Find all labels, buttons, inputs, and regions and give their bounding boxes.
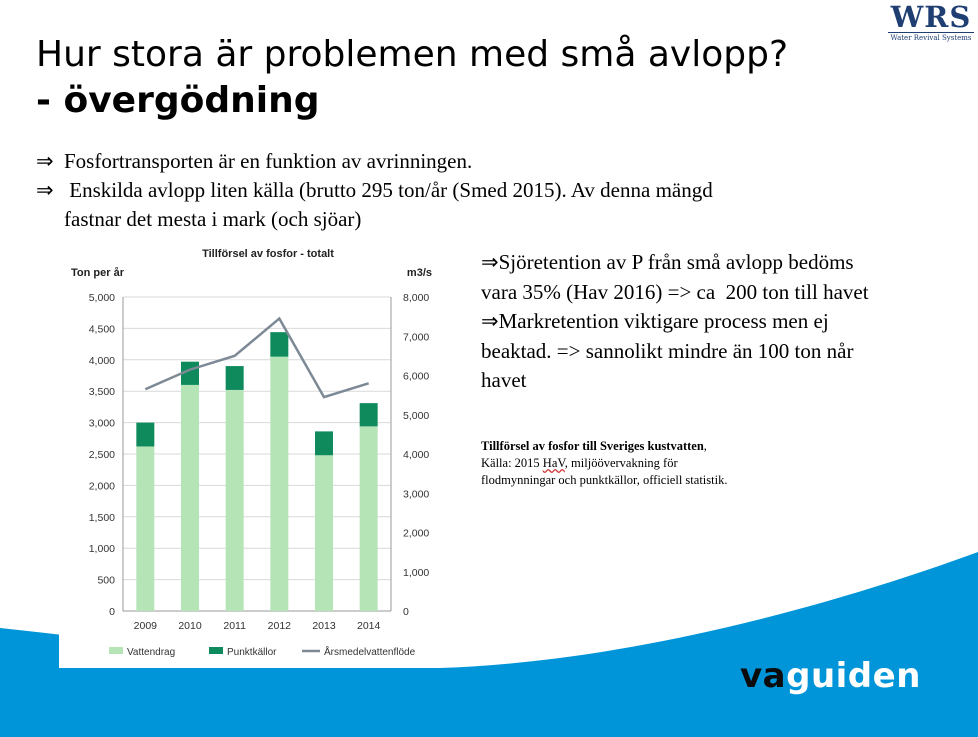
bar-vattendrag <box>226 390 244 611</box>
wrs-logo-subtext: Water Revival Systems <box>888 32 974 42</box>
retention-line: vara 35% (Hav 2016) => ca 200 ton till havet <box>481 279 869 304</box>
bar-vattendrag <box>360 426 378 611</box>
bar-punktkallor <box>136 423 154 447</box>
left-tick-label: 5,000 <box>88 292 115 304</box>
brand-va: va <box>740 656 787 696</box>
slide-title: Hur stora är problemen med små avlopp? <box>36 34 789 75</box>
bar-vattendrag <box>315 455 333 611</box>
legend-label: Årsmedelvattenflöde <box>324 647 416 658</box>
x-tick-label: 2009 <box>133 620 158 632</box>
slide-subtitle: - övergödning <box>36 80 320 121</box>
x-tick-label: 2014 <box>356 620 381 632</box>
bar-vattendrag <box>136 446 154 611</box>
source-hav: HaV <box>542 456 565 470</box>
bullet-continuation: fastnar det mesta i mark (och sjöar) <box>64 207 362 231</box>
phosphorus-chart <box>59 240 439 668</box>
source-title: Tillförsel av fosfor till Sveriges kustvatten <box>481 439 704 453</box>
chart-title: Tillförsel av fosfor - totalt <box>202 248 334 260</box>
bullet-item <box>36 147 713 176</box>
left-tick-label: 2,500 <box>88 449 115 461</box>
legend-swatch-vattendrag <box>109 647 123 654</box>
left-tick-label: 1,000 <box>88 543 115 556</box>
x-tick-label: 2010 <box>178 620 202 632</box>
source-rest: , miljöövervakning för <box>564 456 678 470</box>
left-tick-label: 2,000 <box>88 480 115 493</box>
retention-line: ⇒Markretention viktigare process men ej <box>481 309 829 333</box>
left-tick-label: 500 <box>97 574 115 587</box>
left-tick-label: 3,500 <box>88 386 115 399</box>
right-tick-label: 7,000 <box>403 331 430 344</box>
wrs-logo <box>888 2 974 42</box>
right-tick-label: 8,000 <box>403 292 430 304</box>
right-tick-label: 1,000 <box>403 566 430 579</box>
retention-line: ⇒Sjöretention av P från små avlopp bedöms <box>481 250 854 274</box>
source-citation <box>481 438 727 489</box>
right-tick-label: 3,000 <box>403 488 430 501</box>
retention-line: beaktad. => sannolikt mindre än 100 ton når <box>481 338 854 363</box>
bullet-list <box>36 147 713 234</box>
bullet-text: Fosfortransporten är en funktion av avrinningen. <box>64 149 473 173</box>
source-comma: , <box>703 439 707 453</box>
left-tick-label: 3,000 <box>88 417 115 430</box>
bar-punktkallor <box>270 332 288 356</box>
right-axis-label: m3/s <box>406 267 432 279</box>
bar-punktkallor <box>315 431 333 455</box>
wrs-logo-text: WRS <box>890 0 972 34</box>
x-tick-label: 2012 <box>267 620 292 632</box>
right-tick-label: 5,000 <box>403 409 430 422</box>
left-tick-label: 4,000 <box>88 354 115 367</box>
vaguiden-logo <box>740 656 921 696</box>
source-prefix: Källa: 2015 <box>481 456 543 470</box>
retention-text <box>481 248 978 396</box>
bullet-text: Enskilda avlopp liten källa (brutto 295 ton/år (Smed 2015). Av denna mängd <box>64 178 713 202</box>
right-tick-label: 0 <box>403 606 409 618</box>
left-tick-label: 1,500 <box>88 511 115 524</box>
bar-punktkallor <box>226 366 244 390</box>
legend-label: Vattendrag <box>127 647 176 658</box>
bar-vattendrag <box>181 385 199 611</box>
legend-swatch-punktkallor <box>209 647 223 654</box>
right-tick-label: 2,000 <box>403 527 430 540</box>
left-tick-label: 0 <box>109 606 115 618</box>
retention-line: havet <box>481 368 527 392</box>
bar-vattendrag <box>270 357 288 611</box>
right-tick-label: 6,000 <box>403 370 430 383</box>
legend-label: Punktkällor <box>227 647 277 658</box>
implies-arrow-icon: ⇒ <box>36 149 54 173</box>
series-line-arsmedelvattenflode <box>145 319 368 398</box>
right-tick-label: 4,000 <box>403 449 430 461</box>
bullet-item <box>36 176 713 205</box>
chart-svg <box>59 240 439 668</box>
brand-guiden: guiden <box>786 656 921 696</box>
implies-arrow-icon: ⇒ <box>36 178 54 202</box>
left-tick-label: 4,500 <box>88 323 115 336</box>
source-line3: flodmynningar och punktkällor, officiell statistik. <box>481 473 728 487</box>
x-tick-label: 2013 <box>312 620 336 632</box>
bar-punktkallor <box>360 403 378 426</box>
left-axis-label: Ton per år <box>71 267 124 279</box>
x-tick-label: 2011 <box>223 620 246 632</box>
